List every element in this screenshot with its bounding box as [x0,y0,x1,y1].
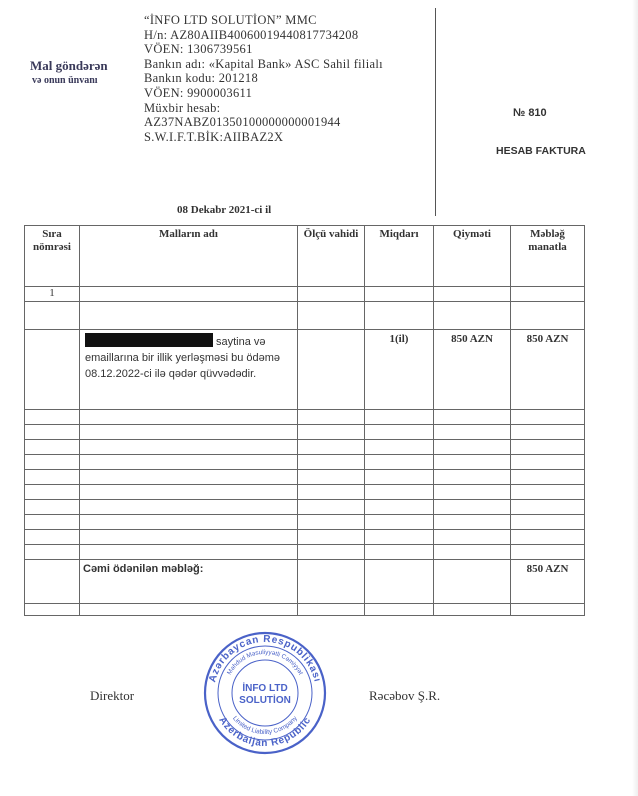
items-table [24,225,585,616]
table-row [25,302,585,330]
item-description-cell [80,330,298,410]
col-header-number: Sıra nömrəsi [25,226,80,287]
table-row [25,545,585,560]
table-header-row [25,226,585,287]
svg-text:Azərbaycan Respublikası [207,634,323,684]
item-amount: 850 AZN [511,330,585,410]
bank-tax-id: VÖEN: 9900003611 [144,85,253,100]
signer-name: Rəcəbov Ş.R. [369,688,441,703]
scan-edge [632,0,638,796]
sender-label: Mal göndərən [30,58,108,73]
redacted-site-name [85,333,213,347]
item-description: saytina və emaillarına bir illik yerləşməsi bu ödəmə 08.12.2022-ci ilə qədər qüvvədədir. [85,336,281,380]
stamp-center-line2: SOLUTİON [239,695,291,706]
table-row [25,530,585,545]
col-header-quantity: Miqdarı [365,226,434,287]
company-stamp [202,630,328,756]
company-name: “İNFO LTD SOLUTİON” MMC [144,13,317,27]
invoice-date: 08 Dekabr 2021-ci il [177,204,272,216]
director-label: Direktor [90,688,135,703]
correspondent-label: Müxbir hesab: [144,100,221,115]
item-quantity: 1(il) [365,330,434,410]
total-label: Cəmi ödənilən məbləğ: [80,560,298,604]
table-row [25,287,585,302]
row-number: 1 [25,287,80,302]
table-row [25,410,585,425]
stamp-inner-text: Məhdud Məsuliyyətli Cəmiyyət [225,648,305,677]
sender-sublabel: və onun ünvanı [32,75,98,86]
swift-code: S.W.I.F.T.BİK:AIIBAZ2X [144,129,284,144]
stamp-bottom-inner-text: Limited Liability Company [231,715,299,737]
stamp-center-line1: İNFO LTD [242,683,288,694]
stamp-outer-text: Azərbaycan Respublikası [207,633,323,684]
col-header-unit: Ölçü vahidi [298,226,365,287]
stamp-bottom-outer-text: Azerbaijan Republic [216,714,314,750]
bank-name: Bankın adı: «Kapital Bank» ASC Sahil filialı [144,56,383,71]
table-row [25,425,585,440]
table-row [25,604,585,616]
company-tax-id: VÖEN: 1306739561 [144,42,253,57]
item-price: 850 AZN [434,330,511,410]
correspondent-account: AZ37NABZ01350100000000001944 [144,115,341,130]
total-amount: 850 AZN [511,560,585,604]
table-row [25,515,585,530]
table-row [25,485,585,500]
total-row [25,560,585,604]
bank-code: Bankın kodu: 201218 [144,71,259,86]
invoice-title: HESAB FAKTURA [496,145,586,157]
company-account: H/n: AZ80AIIB40060019440817734208 [144,27,359,42]
col-header-price: Qiyməti [434,226,511,287]
col-header-amount: Məbləğ manatla [511,226,585,287]
company-details [144,13,383,144]
header-divider [435,8,436,216]
table-row [25,500,585,515]
invoice-number: № 810 [513,107,547,119]
table-row [25,330,585,410]
table-row [25,455,585,470]
table-row [25,440,585,455]
col-header-goods: Malların adı [80,226,298,287]
table-row [25,470,585,485]
